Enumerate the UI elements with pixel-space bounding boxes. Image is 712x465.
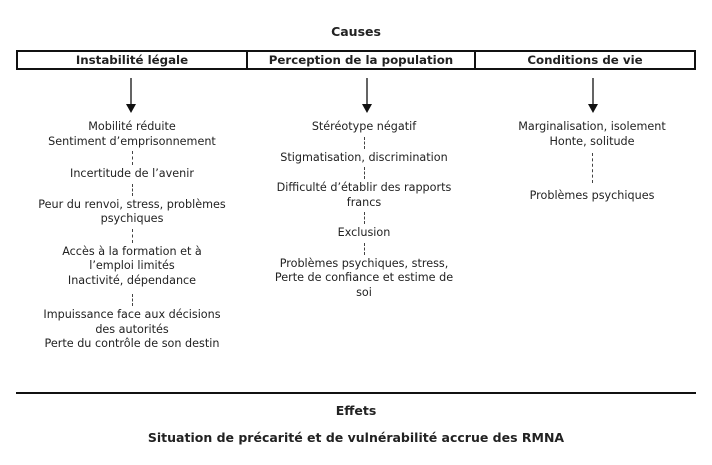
cause-text: Marginalisation, isolement Honte, solitude: [518, 120, 666, 148]
cause-text: Mobilité réduite Sentiment d’emprisonnement: [48, 120, 216, 148]
column-perception-population: [250, 120, 478, 300]
cause-item: [14, 120, 250, 149]
cause-text: Exclusion: [337, 226, 391, 239]
cause-text: Accès à la formation et à l’emploi limités Inactivité, dépendance: [62, 244, 202, 287]
cause-item: [14, 198, 250, 227]
cause-text: Incertitude de l’avenir: [70, 167, 194, 180]
dashed-connector: [364, 243, 365, 255]
effects-conclusion: Situation de précarité et de vulnérabilité accrue des RMNA: [147, 430, 565, 445]
causes-title: Causes: [331, 24, 381, 39]
header-perception-population: Perception de la population: [246, 52, 474, 68]
cause-item: [250, 120, 478, 135]
arrow-down-icon: [361, 78, 373, 114]
effects-separator: [16, 392, 696, 394]
dashed-connector: [132, 184, 133, 196]
causes-header-bar: [16, 50, 696, 70]
effets-title: Effets: [335, 403, 377, 418]
cause-text: Impuissance face aux décisions des autorités Perte du contrôle de son destin: [43, 308, 221, 350]
cause-text: Stéréotype négatif: [311, 120, 417, 133]
cause-text: Difficulté d’établir des rapports francs: [276, 181, 452, 209]
header-conditions-de-vie: Conditions de vie: [474, 52, 694, 68]
dashed-connector: [592, 153, 593, 183]
column-conditions-de-vie: [478, 120, 706, 204]
cause-text: Problèmes psychiques, stress, Perte de confiance et estime de soi: [274, 256, 454, 299]
arrow-down-icon: [125, 78, 137, 114]
column-instabilite-legale: [14, 120, 250, 352]
cause-item: [250, 257, 478, 301]
dashed-connector: [364, 137, 365, 149]
dashed-connector: [132, 151, 133, 165]
cause-item: [14, 308, 250, 352]
cause-item: [478, 189, 706, 204]
cause-item: [14, 167, 250, 182]
cause-text: Stigmatisation, discrimination: [280, 150, 448, 164]
dashed-connector: [364, 212, 365, 224]
dashed-connector: [132, 294, 133, 306]
cause-text: Problèmes psychiques: [529, 189, 655, 202]
cause-item: [478, 120, 706, 149]
arrow-down-icon: [587, 78, 599, 114]
cause-text: Peur du renvoi, stress, problèmes psychiques: [38, 197, 226, 225]
cause-item: [250, 226, 478, 241]
header-instabilite-legale: Instabilité légale: [75, 53, 189, 67]
cause-item: [250, 181, 478, 210]
dashed-connector: [364, 167, 365, 179]
cause-item: [250, 151, 478, 166]
cause-item: [14, 245, 250, 289]
dashed-connector: [132, 229, 133, 243]
